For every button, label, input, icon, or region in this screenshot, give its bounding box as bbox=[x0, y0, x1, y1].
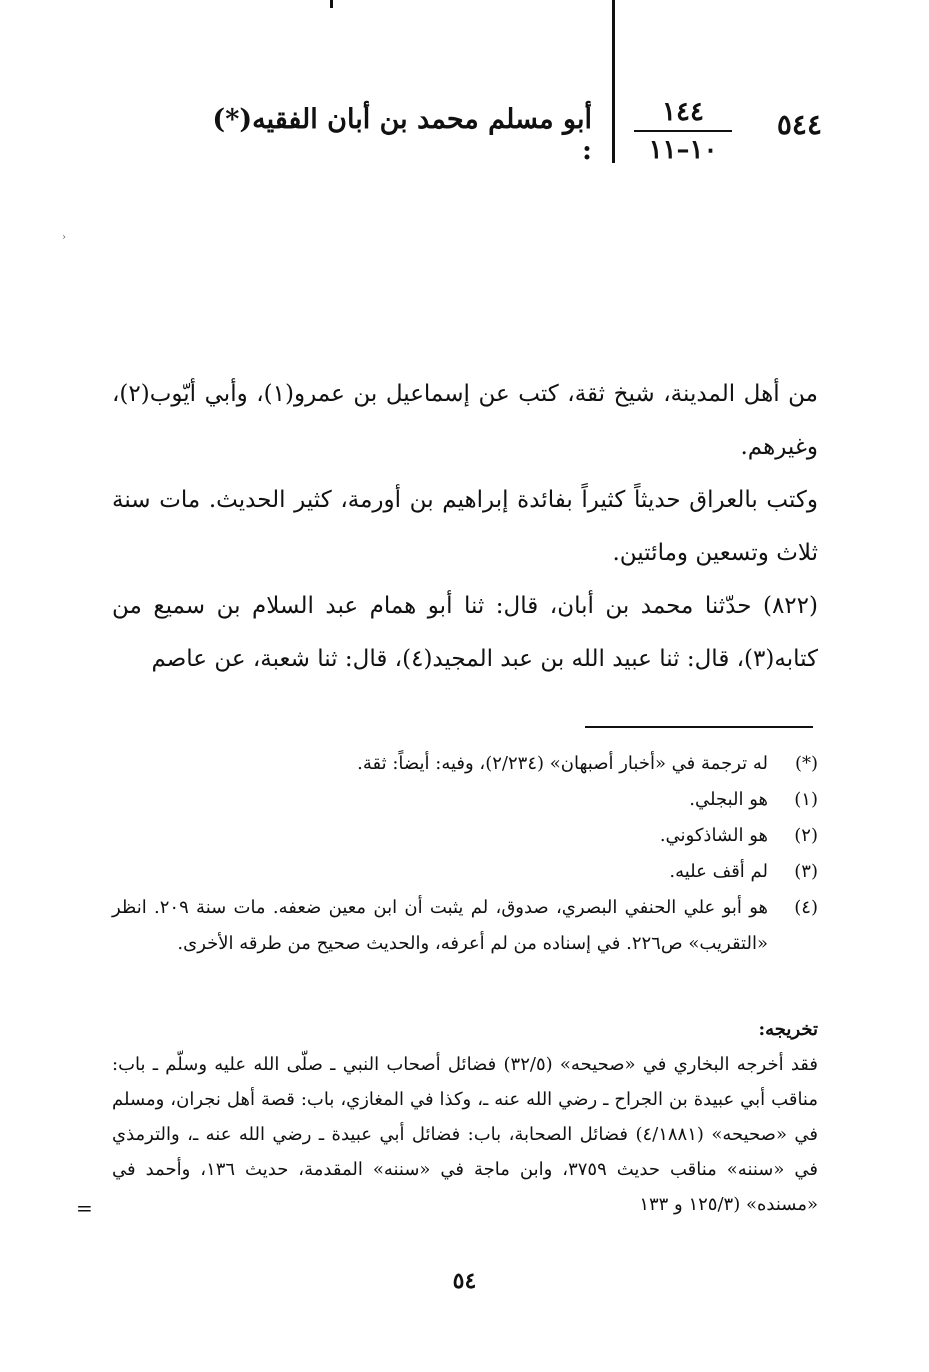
footnote bbox=[112, 890, 818, 962]
footnotes bbox=[112, 746, 818, 962]
footnote bbox=[112, 746, 818, 782]
entry-number: ٥٤٤ bbox=[776, 108, 822, 141]
footnote bbox=[112, 854, 818, 890]
footnote-label: (٣) bbox=[794, 861, 818, 882]
footnote-text: هو البجلي. bbox=[689, 789, 768, 810]
footnote-label: (٢) bbox=[794, 825, 818, 846]
footnote bbox=[112, 782, 818, 818]
continuation-mark: = bbox=[76, 1196, 93, 1220]
paragraph: (٨٢٢) حدّثنا محمد بن أبان، قال: ثنا أبو همام عبد السلام بن سميع من كتابه(٣)، قال: ثنا عبيد الله بن عبد المجيد(٤)، قال: ثنا شعبة، عن عاصم bbox=[112, 593, 818, 672]
header-vertical-rule bbox=[612, 0, 615, 163]
footnote-label: (١) bbox=[794, 789, 818, 810]
paragraph: من أهل المدينة، شيخ ثقة، كتب عن إسماعيل بن عمرو(١)، وأبي أيّوب(٢)، وغيرهم. bbox=[112, 381, 818, 460]
takhrij-heading: تخريجه: bbox=[758, 1019, 818, 1040]
footnote-separator bbox=[585, 726, 813, 728]
paragraph: وكتب بالعراق حديثاً كثيراً بفائدة إبراهيم بن أورمة، كثير الحديث. مات سنة ثلاث وتسعين ومائتين. bbox=[112, 487, 818, 566]
fraction-top: ١٤٤ bbox=[662, 97, 704, 127]
top-tick-mark bbox=[330, 0, 333, 8]
takhrij-section bbox=[112, 1012, 818, 1222]
footnote-text: هو الشاذكوني. bbox=[659, 825, 768, 846]
fraction-bottom: ١٠–١١ bbox=[648, 135, 718, 165]
main-text bbox=[112, 368, 818, 686]
footnote-label: (٤) bbox=[794, 897, 818, 918]
header-fraction bbox=[628, 96, 738, 166]
footnote bbox=[112, 818, 818, 854]
page-number: ٥٤ bbox=[452, 1268, 477, 1294]
fraction-bar bbox=[634, 130, 732, 132]
takhrij-text: فقد أخرجه البخاري في «صحيحه» (٣٢/٥) فضائل أصحاب النبي ـ صلّى الله عليه وسلّم ـ باب: مناقب أبي عبيدة بن الجراح ـ رضي الله عنه ـ، وكذا في المغازي، باب: قصة أهل نجران، ومسلم في «صحيحه» (٤/١٨٨١) فضائل الصحابة، باب: فضائل أبي عبيدة ـ رضي الله عنه ـ، والترمذي في «سننه» مناقب حديث ٣٧٥٩، وابن ماجة في «سننه» المقدمة، حديث ١٣٦، وأحمد في «مسنده» (١٢٥/٣ و ١٣٣ bbox=[112, 1054, 818, 1215]
footnote-text: له ترجمة في «أخبار أصبهان» (٢/٢٣٤)، وفيه: أيضاً: ثقة. bbox=[357, 753, 768, 774]
footnote-text: هو أبو علي الحنفي البصري، صدوق، لم يثبت أن ابن معين ضعفه. مات سنة ٢٠٩. انظر «التقريب» ص٢٢٦. في إسناده من لم أعرفه، والحديث صحيح من طرقه الأخرى. bbox=[112, 897, 768, 954]
footnote-label: (*) bbox=[794, 753, 818, 774]
scan-mark: › bbox=[62, 232, 66, 243]
footnote-text: لم أقف عليه. bbox=[669, 861, 768, 882]
entry-title: أبو مسلم محمد بن أبان الفقيه(*) : bbox=[212, 104, 592, 166]
